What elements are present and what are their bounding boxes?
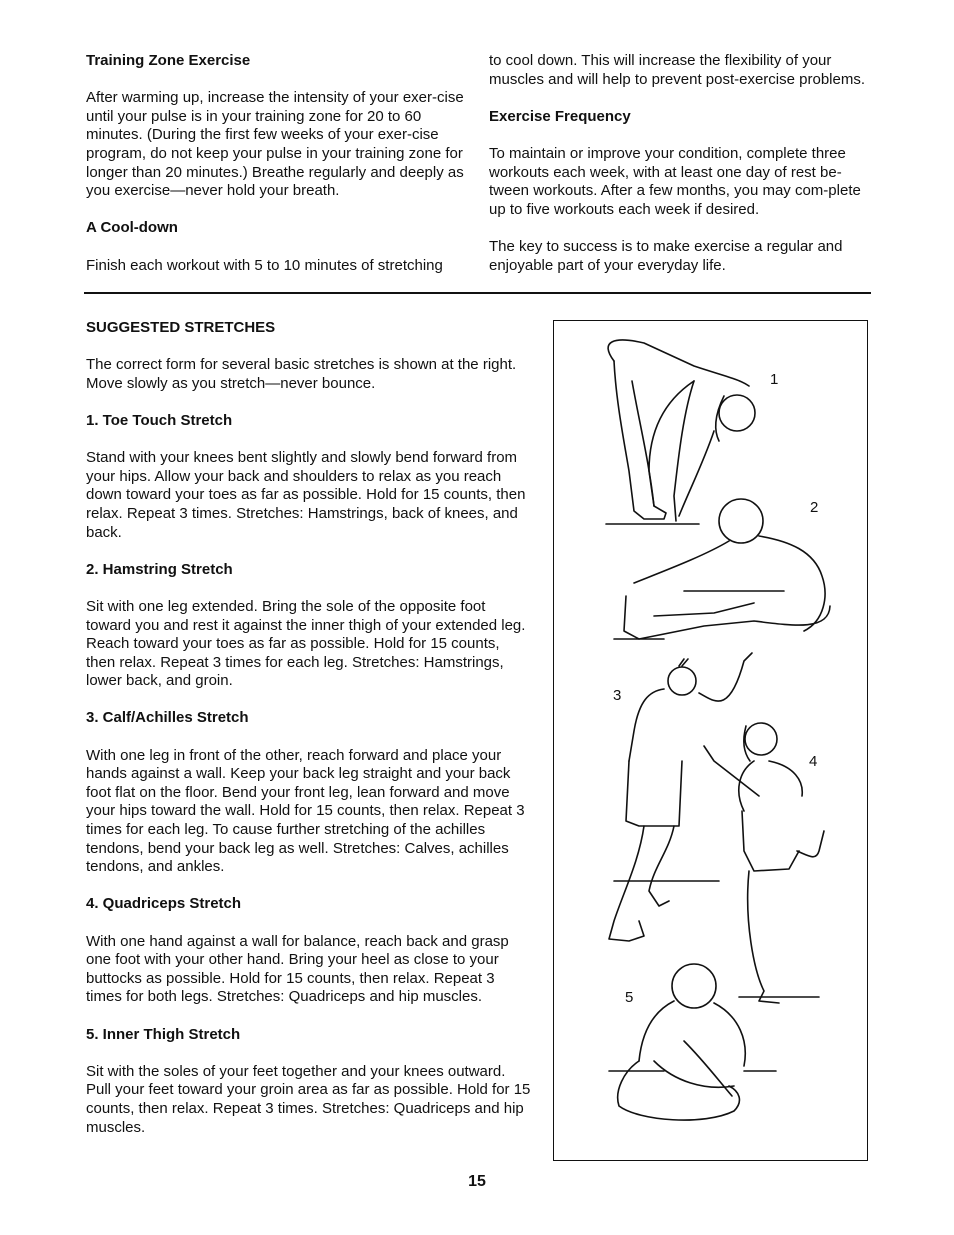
exercise-frequency-paragraph: To maintain or improve your condition, complete three workouts each week, with at least one day of rest be-tween workouts. After a few months, you may com-plete up to five workouts each week if desired. xyxy=(489,144,861,218)
training-zone-heading: Training Zone Exercise xyxy=(86,52,251,69)
stretch-4-text: With one hand against a wall for balance, reach back and grasp one foot with your other hand. Bring your heel as close to your buttocks as possible. Hold for 15 counts, then relax. Repeat 3 times for both legs. Stretches: Quadriceps and hip muscles. xyxy=(86,932,509,1006)
figure-label-5: 5 xyxy=(625,989,634,1006)
figure-label-4: 4 xyxy=(809,753,818,770)
figure-1-toe-touch-icon xyxy=(606,340,755,524)
stretch-3-text: With one leg in front of the other, reach forward and place your hands against a wall. Keep your back leg straight and your back foot flat on the floor. Bend your front leg, lean forward and move your hips toward the wall. Hold for 15 counts, then relax. Repeat 3 times for each leg. To cause further stretching of the achilles tendons, bend your back leg as well. Stretches: Calves, achilles tendons, and ankles. xyxy=(86,746,525,876)
stretch-2-heading: 2. Hamstring Stretch xyxy=(86,560,233,578)
stretches-title: SUGGESTED STRETCHES xyxy=(86,319,276,336)
training-zone-section xyxy=(86,52,466,294)
exercise-frequency-heading: Exercise Frequency xyxy=(489,107,631,125)
stretch-1-heading: 1. Toe Touch Stretch xyxy=(86,411,233,429)
suggested-stretches-section xyxy=(86,319,531,1156)
figure-label-2: 2 xyxy=(810,499,819,516)
exercise-frequency-section xyxy=(489,52,874,294)
stretch-2-text: Sit with one leg extended. Bring the sole of the opposite foot toward you and rest it against the inner thigh of your extended leg. Reach toward your toes as far as possible. Hold for 15 counts, then relax. Repeat 3 times for each leg. Stretches: Hamstrings, lower back, and groin. xyxy=(86,597,526,690)
stretch-5-text: Sit with the soles of your feet together and your knees outward. Pull your feet toward your groin area as far as possible. Hold for 15 counts, then relax. Repeat 3 times. Stretches: Quadriceps and hip muscles. xyxy=(86,1062,531,1136)
section-divider xyxy=(84,292,871,294)
stretch-5-heading: 5. Inner Thigh Stretch xyxy=(86,1025,241,1043)
stretch-figures-drawing xyxy=(554,321,869,1162)
page-number: 15 xyxy=(468,1173,486,1190)
stretch-1-text: Stand with your knees bent slightly and slowly bend forward from your hips. Allow your back and shoulders to relax as you reach down toward your toes as far as possible. Hold for 15 counts, then relax. Repeat 3 times. Stretches: Hamstrings, back of knees, and back. xyxy=(86,449,526,541)
cool-down-heading: A Cool-down xyxy=(86,219,178,237)
cool-down-paragraph: Finish each workout with 5 to 10 minutes of stretching xyxy=(86,256,443,274)
figure-label-1: 1 xyxy=(770,371,779,388)
figure-2-hamstring-icon xyxy=(614,499,830,639)
key-to-success-paragraph: The key to success is to make exercise a regular and enjoyable part of your everyday life. xyxy=(489,237,843,274)
figure-4-quadriceps-icon xyxy=(704,723,824,1003)
training-zone-paragraph: After warming up, increase the intensity of your exer-cise until your pulse is in your training zone for 20 to 60 minutes. (During the first few weeks of your exer-cise program, do not keep your pulse in your training zone for longer than 20 minutes.) Breathe regularly and deeply as you exercise—never hold your breath. xyxy=(86,89,464,200)
figure-3-calf-achilles-icon xyxy=(609,653,752,941)
cool-down-continuation: to cool down. This will increase the flexibility of your muscles and will help to prevent post-exercise problems. xyxy=(489,52,866,88)
stretches-intro: The correct form for several basic stretches is shown at the right. Move slowly as you stretch—never bounce. xyxy=(86,356,517,392)
figure-label-3: 3 xyxy=(613,687,622,704)
stretch-4-heading: 4. Quadriceps Stretch xyxy=(86,895,242,913)
stretch-3-heading: 3. Calf/Achilles Stretch xyxy=(86,709,249,727)
figure-5-inner-thigh-icon xyxy=(609,964,776,1120)
stretches-illustration-panel xyxy=(553,320,868,1161)
